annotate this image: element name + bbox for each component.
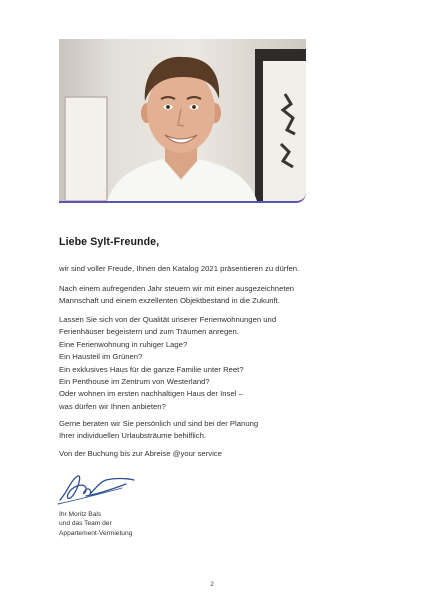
- letter-line: Von der Buchung bis zur Abreise @your service: [59, 449, 222, 458]
- signoff-team: und das Team der: [59, 520, 112, 528]
- letter-line: Ihrer individuellen Urlaubsträume behilflich.: [59, 431, 206, 441]
- letter-line: Ein Penthouse im Zentrum von Westerland?: [59, 377, 210, 387]
- portrait-photo: [59, 39, 306, 203]
- letter-paragraph-1: [59, 263, 359, 275]
- letter-line: wir sind voller Freude, Ihnen den Katalog 2021 präsentieren zu dürfen.: [59, 264, 300, 273]
- letter-paragraph-3: [59, 314, 359, 413]
- signoff-company: Appartement-Vermietung: [59, 529, 133, 537]
- letter-paragraph-5: [59, 448, 359, 460]
- letter-paragraph-2: [59, 283, 359, 308]
- letter-greeting: Liebe Sylt-Freunde,: [59, 236, 160, 248]
- handwritten-signature: [56, 470, 138, 506]
- letter-line: Lassen Sie sich von der Qualität unserer Ferienwohnungen und: [59, 315, 277, 324]
- letter-line: Gerne beraten wir Sie persönlich und sind bei der Planung: [59, 419, 259, 428]
- letter-line: Ein exklusives Haus für die ganze Familie unter Reet?: [59, 364, 244, 374]
- letter-line: was dürfen wir Ihnen anbieten?: [59, 401, 166, 411]
- signoff-name: Ihr Moritz Bals: [59, 511, 102, 518]
- letter-line: Ein Hausteil im Grünen?: [59, 352, 143, 362]
- page-number: 2: [210, 581, 214, 588]
- letter-line: Eine Ferienwohnung in ruhiger Lage?: [59, 339, 188, 349]
- letter-line: Ferienhäuser begeistern und zum Träumen anregen.: [59, 327, 239, 337]
- letter-line: Oder wohnen im ersten nachhaltigen Haus der Insel –: [59, 389, 243, 399]
- signoff-block: [59, 510, 132, 538]
- letter-line: Nach einem aufregenden Jahr steuern wir mit einer ausgezeichneten: [59, 284, 295, 293]
- letter-paragraph-4: [59, 418, 359, 443]
- letter-line: Mannschaft und einem exzellenten Objektbestand in die Zukunft.: [59, 296, 280, 306]
